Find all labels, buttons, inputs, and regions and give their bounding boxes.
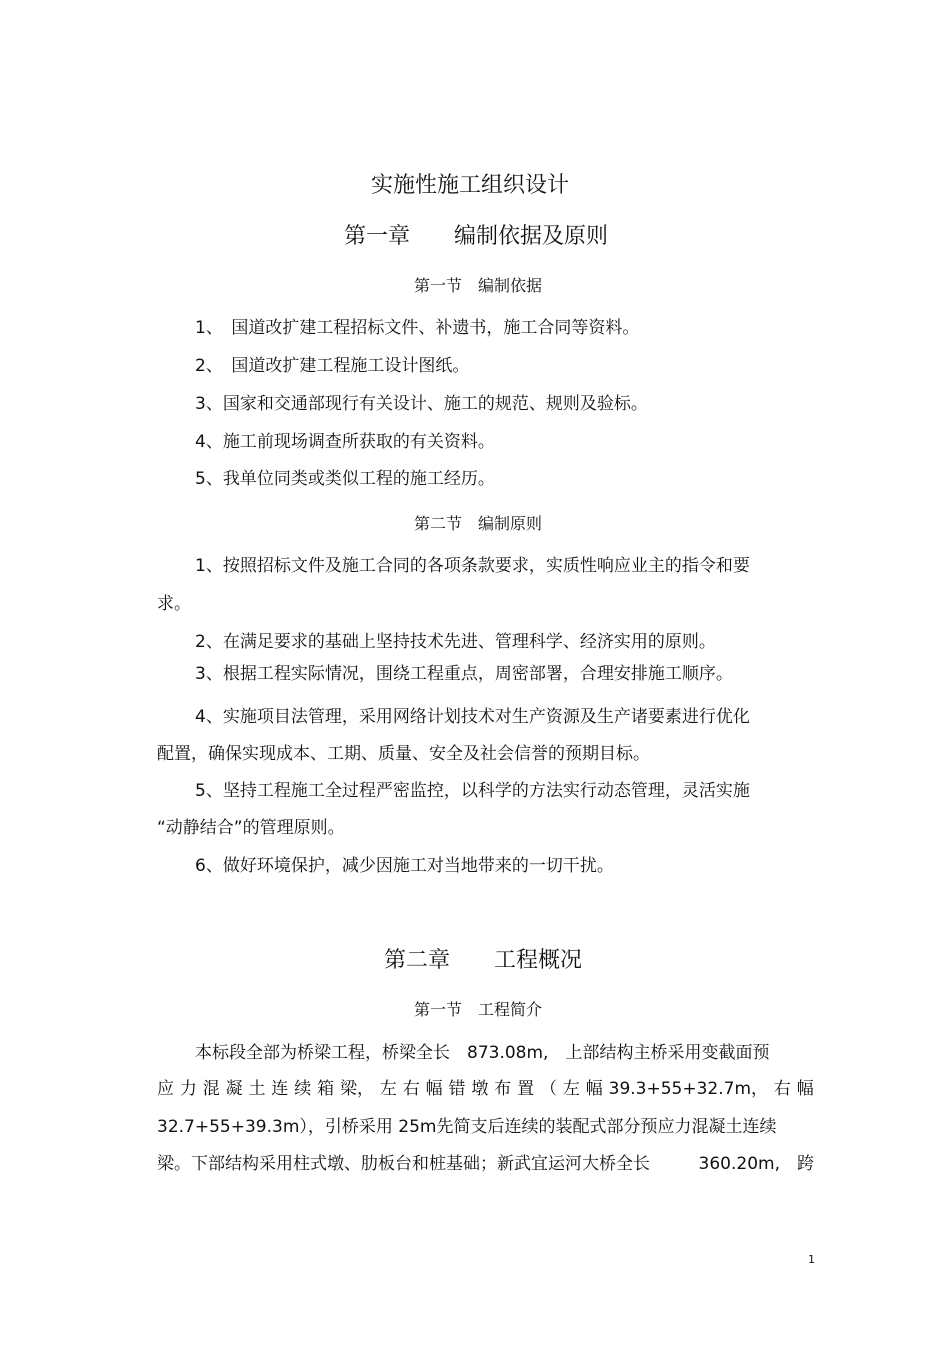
principle-6: 6、做好环境保护，减少因施工对当地带来的一切干扰。 (195, 856, 614, 876)
overview-line-3: 32.7+55+39.3m），引桥采用 25m先简支后连续的装配式部分预应力混凝土连续 (157, 1117, 777, 1137)
principle-5-line-2: “动静结合”的管理原则。 (157, 818, 345, 838)
page-number: 1 (808, 1253, 815, 1266)
overview-line-1: 本标段全部为桥梁工程，桥梁全长 873.08m, 上部结构主桥采用变截面预 (195, 1043, 770, 1063)
principle-1-line-2: 求。 (157, 594, 191, 614)
principle-4-line-2: 配置，确保实现成本、工期、质量、安全及社会信誉的预期目标。 (157, 744, 650, 764)
basis-item-2: 2、 国道改扩建工程施工设计图纸。 (195, 356, 470, 376)
chapter-2-section-1-heading: 第一节 工程简介 (414, 1000, 543, 1019)
principle-5-line-1: 5、坚持工程施工全过程严密监控，以科学的方法实行动态管理，灵活实施 (195, 781, 750, 801)
document-title: 实施性施工组织设计 (371, 173, 570, 198)
overview-line-4-right: 360.20m, 跨 (698, 1154, 814, 1174)
chapter-1-section-2-heading: 第二节 编制原则 (414, 514, 543, 533)
chapter-1-heading: 第一章 编制依据及原则 (344, 224, 609, 249)
basis-item-1: 1、 国道改扩建工程招标文件、补遗书，施工合同等资料。 (195, 318, 640, 338)
principle-3: 3、根据工程实际情况，围绕工程重点，周密部署，合理安排施工顺序。 (195, 664, 733, 684)
chapter-1-section-1-heading: 第一节 编制依据 (414, 276, 543, 295)
basis-item-5: 5、我单位同类或类似工程的施工经历。 (195, 469, 495, 489)
basis-item-4: 4、施工前现场调查所获取的有关资料。 (195, 432, 495, 452)
overview-line-2: 应 力 混 凝 土 连 续 箱 梁， 左 右 幅 错 墩 布 置 （ 左 幅 39.3+55+32.7m， 右 幅 (157, 1079, 814, 1099)
principle-1-line-1: 1、按照招标文件及施工合同的各项条款要求，实质性响应业主的指令和要 (195, 556, 750, 576)
basis-item-3: 3、国家和交通部现行有关设计、施工的规范、规则及验标。 (195, 394, 648, 414)
principle-2: 2、在满足要求的基础上坚持技术先进、管理科学、经济实用的原则。 (195, 632, 716, 652)
principle-4-line-1: 4、实施项目法管理，采用网络计划技术对生产资源及生产诸要素进行优化 (195, 707, 750, 727)
overview-line-4-left: 梁。下部结构采用柱式墩、肋板台和桩基础；新武宜运河大桥全长 (157, 1154, 650, 1174)
chapter-2-heading: 第二章 工程概况 (384, 948, 583, 973)
